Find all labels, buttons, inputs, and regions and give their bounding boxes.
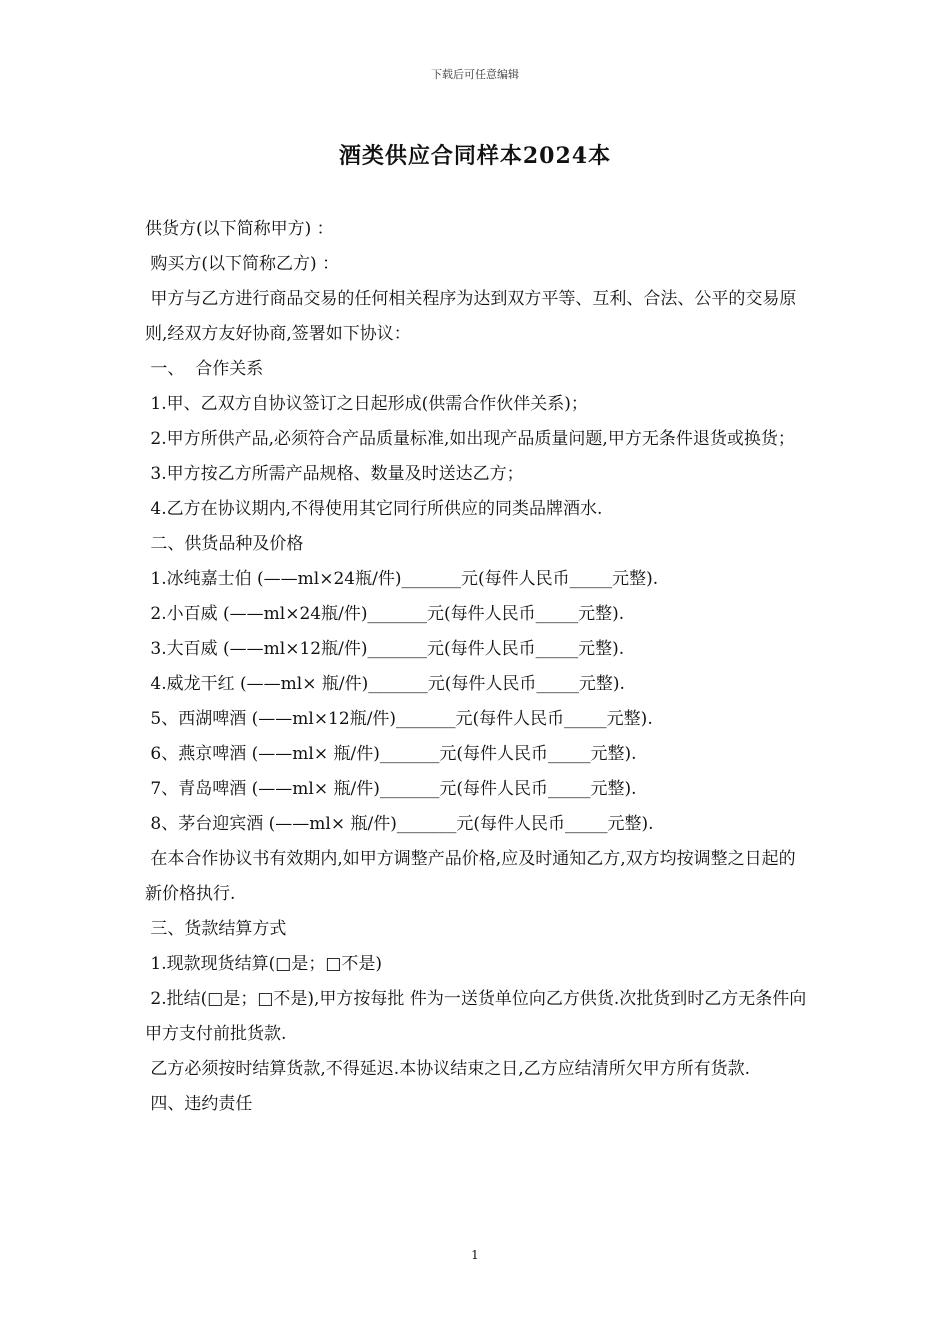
product-line-5: 5、西湖啤酒 (——ml×12瓶/件)_______元(每件人民币_____元整). (145, 709, 653, 729)
intro-paragraph: 甲方与乙方进行商品交易的任何相关程序为达到双方平等、互利、合法、公平的交易原则,经双方友好协商,签署如下协议： (145, 289, 797, 344)
section-heading-payment: 三、货款结算方式 (145, 919, 287, 939)
party-b-line: 购买方(以下简称乙方) ： (145, 254, 340, 274)
section-heading-liability: 四、违约责任 (145, 1094, 253, 1114)
clause-1-2: 2.甲方所供产品,必须符合产品质量标准,如出现产品质量问题,甲方无条件退货或换货； (145, 429, 795, 449)
header-note: 下载后可任意编辑 (431, 68, 519, 81)
page-number: 1 (471, 1248, 479, 1262)
product-line-8: 8、茅台迎宾酒 (——ml× 瓶/件)_______元(每件人民币_____元整). (145, 814, 654, 834)
payment-obligation-paragraph: 乙方必须按时结算货款,不得延迟.本协议结束之日,乙方应结清所欠甲方所有货款. (145, 1059, 751, 1079)
product-line-3: 3.大百威 (——ml×12瓶/件)_______元(每件人民币_____元整). (145, 639, 625, 659)
price-adjustment-paragraph: 在本合作协议书有效期内,如甲方调整产品价格,应及时通知乙方,双方均按调整之日起的新价格执行. (145, 849, 796, 904)
product-line-2: 2.小百威 (——ml×24瓶/件)_______元(每件人民币_____元整). (145, 604, 625, 624)
product-line-4: 4.威龙干红 (——ml× 瓶/件)_______元(每件人民币_____元整). (145, 674, 625, 694)
product-line-6: 6、燕京啤酒 (——ml× 瓶/件)_______元(每件人民币_____元整). (145, 744, 637, 764)
document-body (145, 212, 810, 1122)
party-a-line: 供货方(以下简称甲方) ： (145, 219, 334, 239)
document-title: 酒类供应合同样本2024本 (338, 143, 612, 169)
section-heading-products: 二、供货品种及价格 (145, 534, 304, 554)
clause-3-1: 1.现款现货结算(□是；□不是) (145, 954, 383, 974)
product-line-7: 7、青岛啤酒 (——ml× 瓶/件)_______元(每件人民币_____元整). (145, 779, 637, 799)
clause-1-3: 3.甲方按乙方所需产品规格、数量及时送达乙方； (145, 464, 524, 484)
section-heading-cooperation: 一、 合作关系 (145, 359, 264, 379)
clause-1-4: 4.乙方在协议期内,不得使用其它同行所供应的同类品牌酒水. (145, 499, 603, 519)
clause-1-1: 1.甲、乙双方自协议签订之日起形成(供需合作伙伴关系)； (145, 394, 588, 414)
clause-3-2: 2.批结(□是；□不是),甲方按每批 件为一送货单位向乙方供货.次批货到时乙方无条件向甲方支付前批货款. (145, 989, 807, 1044)
product-line-1: 1.冰纯嘉士伯 (——ml×24瓶/件)_______元(每件人民币_____元整). (145, 569, 659, 589)
